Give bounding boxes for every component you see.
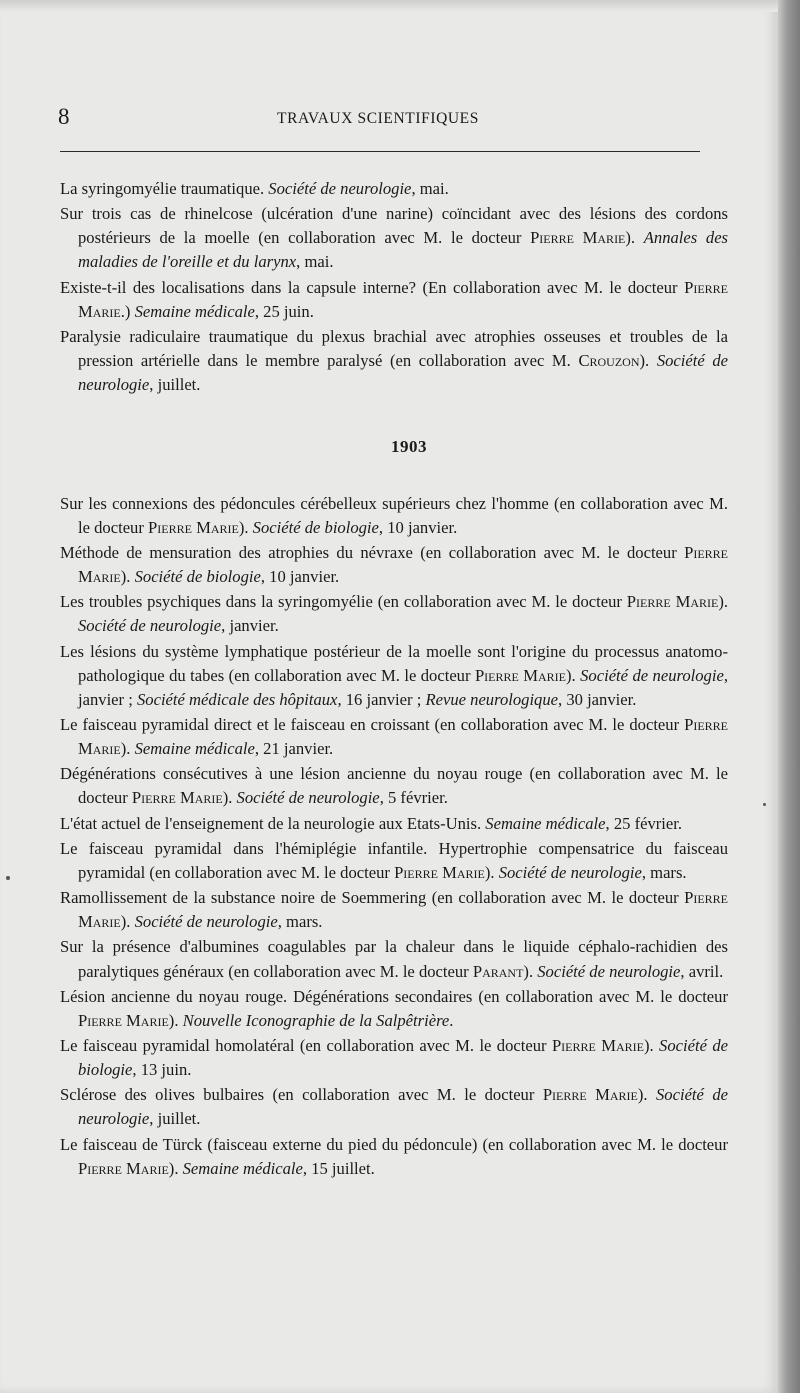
entry-text: ). [222,788,237,808]
page-header [58,104,698,134]
author-name: Pierre Marie [148,517,239,537]
bibliography-entry [60,1034,728,1082]
journal-title: Société de neurologie [78,616,222,636]
journal-title: Société médicale des hôpitaux [136,689,338,709]
journal-title: Société de neurologie [580,665,724,685]
entry-text: Les lésions du système lymphatique postérieur de la moelle sont l'origine du processus anatomo-pathologique du tabes (en collaboration avec M. le docteur [60,641,728,685]
entries-1902 [60,177,728,397]
entry-text: , juillet. [149,1109,201,1129]
running-title: TRAVAUX SCIENTIFIQUES [277,110,479,127]
entry-text: Ramollissement de la substance noire de Soemmering (en collaboration avec M. le docteur [60,888,685,908]
entry-text: ). [523,961,538,981]
entry-text: ). [637,1085,656,1105]
entry-text: , 15 juillet. [302,1158,375,1178]
entry-text: , 5 février. [379,788,448,808]
journal-title: Revue neurologique [425,689,559,709]
author-name: Pierre Marie [78,1158,169,1178]
journal-title: Annales des maladies de l'oreille et du larynx [78,228,729,272]
journal-title: Société de neurologie [537,961,681,981]
author-name: Pierre Marie [542,1085,638,1105]
journal-title: Semaine médicale [182,1158,303,1178]
entry-text: , avril. [680,961,724,981]
header-rule [60,151,700,152]
author-name: Pierre Marie [78,277,728,321]
journal-title: Société de neurologie [134,912,278,932]
journal-title: Société de neurologie [498,862,642,882]
bibliography-entry [60,1083,728,1131]
author-name: Pierre Marie [78,714,728,759]
entry-text: , juillet. [149,375,201,395]
entry-text: La syringomyélie traumatique. [60,179,269,198]
entry-text: , 13 juin. [132,1060,192,1080]
journal-title: Société de neurologie [268,179,412,198]
journal-title: Société de neurologie [78,1085,728,1129]
scan-speck [6,876,10,880]
journal-title: Société de biologie [134,567,261,587]
bibliography-entry [60,1133,728,1181]
author-name: Pierre Marie [474,665,567,685]
year-heading: 1903 [391,437,427,457]
entry-text: Sur la présence d'albumines coagulables par la chaleur dans le liquide céphalo-rachidien des paralytiques généraux (en collaboration avec M. le docteur [60,937,728,981]
journal-title: Semaine médicale [134,301,255,321]
author-name: Pierre Marie [78,542,728,587]
entry-text: ). [484,862,499,882]
entry-text: Le faisceau pyramidal dans l'hémiplégie infantile. Hypertrophie compensatrice du faisceau pyramidal (en collaboration avec M. le docteur [60,838,728,882]
entry-text: Le faisceau pyramidal direct et le faisceau en croissant (en collaboration avec M. le docteur [60,714,685,734]
entry-text: ). [120,567,135,587]
entry-text: , 10 janvier. [378,517,458,537]
bibliography-entry [60,492,728,540]
entry-text: ). [168,1158,183,1178]
bibliography-entry [60,985,728,1033]
entry-text: ). [120,912,135,932]
bibliography-entry [60,886,728,934]
entry-text: , 21 janvier. [254,739,334,759]
page-edge [778,0,800,1393]
entry-text: L'état actuel de l'enseignement de la neurologie aux Etats-Unis. [60,813,486,833]
entry-text: , mai. [411,179,449,198]
author-name: Pierre Marie [78,888,728,932]
bibliography [60,177,728,1181]
entry-text: Sur les connexions des pédoncules cérébelleux supérieurs chez l'homme (en collaboration avec M. le docteur [60,493,728,537]
entry-text: Dégénérations consécutives à une lésion ancienne du noyau rouge (en collaboration avec M. le docteur [60,764,728,808]
entry-text: ). [643,1036,660,1055]
entry-text: , janvier ; [78,665,728,709]
entry-text: Existe-t-il des localisations dans la capsule interne? (En collaboration avec M. le docteur [60,277,685,297]
entry-text: Le faisceau pyramidal homolatéral (en collaboration avec M. le docteur [60,1036,552,1055]
journal-title: Société de neurologie [236,788,380,808]
entry-text: Sclérose des olives bulbaires (en collaboration avec M. le docteur [60,1085,543,1105]
author-name: Pierre Marie [131,788,223,808]
scan-speck [763,803,766,806]
entry-text: , mars. [277,912,323,932]
entry-text: ). [168,1010,183,1030]
entry-text: Le faisceau de Türck (faisceau externe du pied du pédoncule) (en collaboration avec M. le docteur [60,1134,728,1154]
entry-text: , janvier. [221,616,279,636]
journal-title: Semaine médicale [134,739,255,759]
entry-text: , 25 juin. [254,301,314,321]
entry-text: . [449,1010,454,1030]
entry-text: ). [625,228,644,248]
author-name: Pierre Marie [551,1036,644,1055]
bibliography-entry [60,590,728,638]
entry-text: , 16 janvier ; [337,689,426,709]
entry-text: Paralysie radiculaire traumatique du plexus brachial avec atrophies osseuses et troubles de la pression artérielle dans le membre paralysé (en collaboration avec M. [60,326,728,371]
bibliography-entry [60,935,728,983]
bibliography-entry [60,541,728,589]
bibliography-entry [60,762,728,810]
entry-text: , 30 janvier. [558,689,637,709]
entry-text: , 25 février. [605,813,683,833]
bibliography-entry [60,276,728,324]
entry-text: Lésion ancienne du noyau rouge. Dégénérations secondaires (en collaboration avec M. le docteur [60,986,728,1006]
bibliography-entry [60,325,728,397]
entry-text: ). [639,351,657,371]
journal-title: Société de neurologie [78,351,728,395]
bibliography-entry [60,202,728,274]
journal-title: Société de biologie [252,517,379,537]
author-name: Pierre Marie [530,228,626,248]
entry-text: ). [718,592,729,612]
journal-title: Nouvelle Iconographie de la Salpêtrière [182,1010,450,1030]
author-name: Pierre Marie [626,592,719,612]
entry-text: ). [566,665,581,685]
entry-text: Les troubles psychiques dans la syringomyélie (en collaboration avec M. le docteur [60,592,627,612]
bibliography-entry [60,713,728,761]
entry-text: Méthode de mensuration des atrophies du névraxe (en collaboration avec M. le docteur [60,542,685,562]
author-name: Pierre Marie [78,1010,169,1030]
bibliography-entry [60,837,728,885]
entry-text: ). [120,739,135,759]
author-name: Pierre Marie [394,862,485,882]
author-name: Crouzon [578,351,640,371]
bibliography-entry [60,812,728,836]
page-top-shadow [0,0,778,12]
page-number: 8 [58,104,70,129]
entry-text: , mai. [296,252,334,272]
bibliography-entry [60,177,728,201]
journal-title: Société de biologie [78,1036,728,1080]
bibliography-entry [60,640,728,712]
entry-text: Sur trois cas de rhinelcose (ulcération d'une narine) coïncidant avec des lésions des cordons postérieurs de la moelle (en collaboration avec M. le docteur [60,204,728,248]
entry-text: , mars. [641,862,687,882]
entry-text: , 10 janvier. [260,567,340,587]
entries-1903 [60,492,728,1181]
entry-text: ). [238,517,253,537]
entry-text: .) [120,301,135,321]
author-name: Parant [472,961,524,981]
journal-title: Semaine médicale [485,813,606,833]
